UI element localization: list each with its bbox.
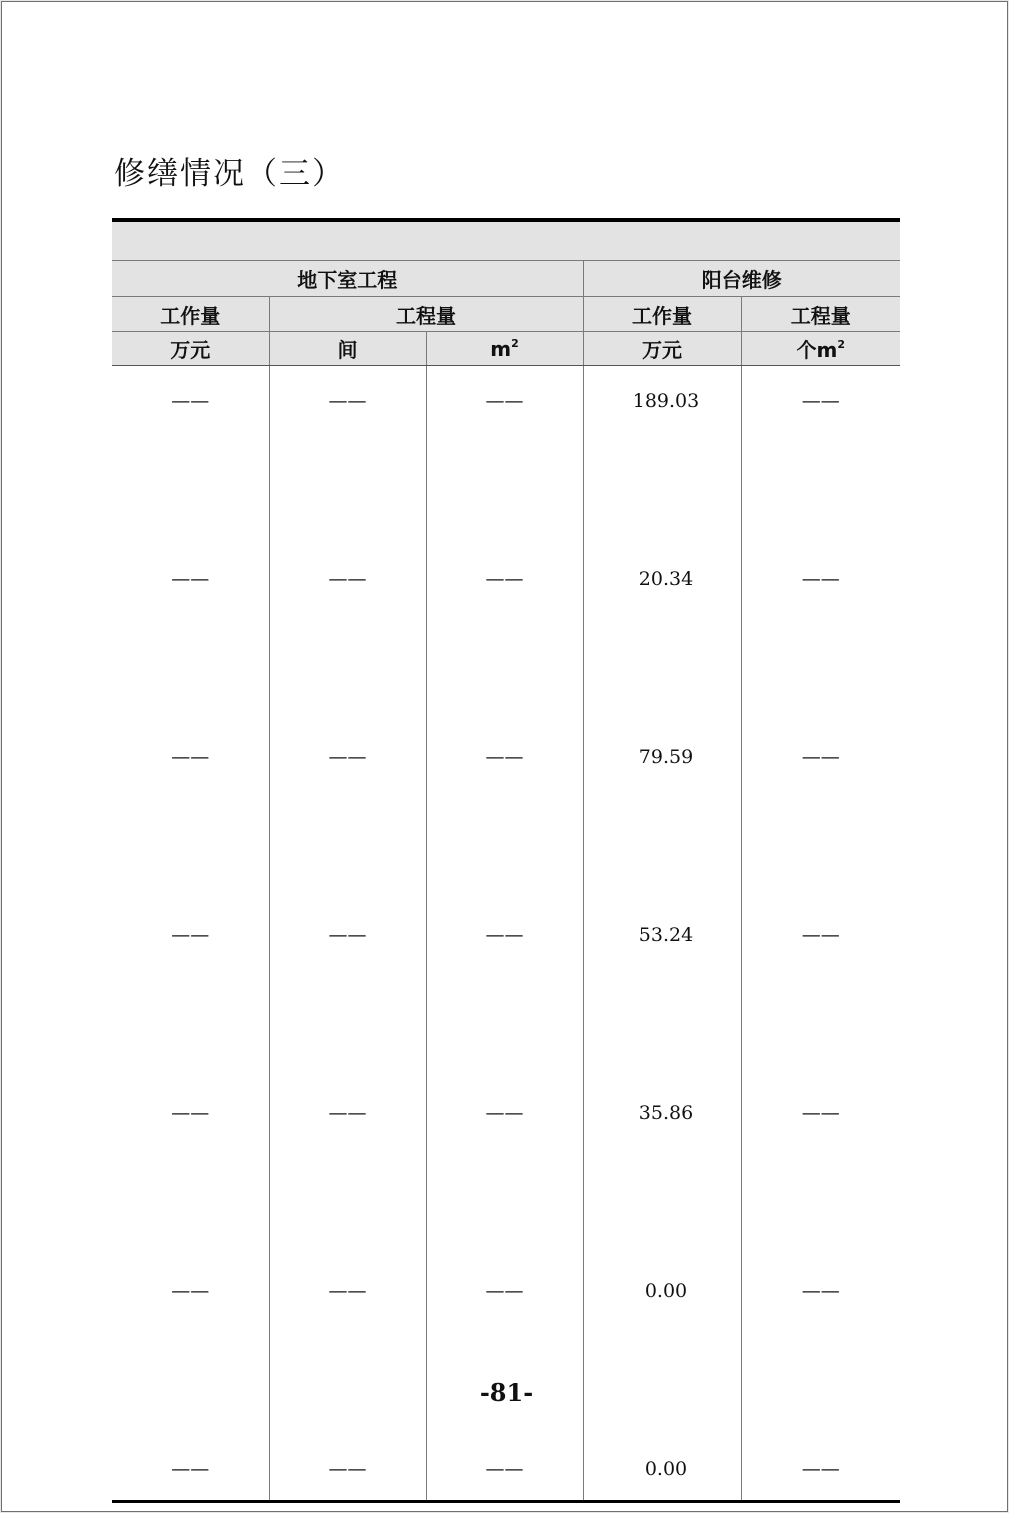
unit-superscript: 2 <box>837 338 845 351</box>
cell-basement-workload: —— <box>112 900 269 1078</box>
unit-base-text: 个m <box>796 338 838 362</box>
cell-balcony-workload: 0.00 <box>583 1434 741 1502</box>
cell-balcony-workload: 189.03 <box>583 366 741 545</box>
cell-balcony-quantity: —— <box>741 1078 900 1256</box>
cell-balcony-quantity: —— <box>741 1434 900 1502</box>
cell-balcony-workload: 53.24 <box>583 900 741 1078</box>
cell-basement-workload: —— <box>112 1434 269 1502</box>
unit-basement-area <box>426 332 583 366</box>
cell-basement-workload: —— <box>112 1256 269 1434</box>
cell-balcony-quantity: —— <box>741 544 900 722</box>
cell-basement-rooms: —— <box>269 366 426 545</box>
page-number: -81- <box>479 1378 534 1407</box>
cell-balcony-workload: 79.59 <box>583 722 741 900</box>
header-basement-workload: 工作量 <box>112 297 269 332</box>
cell-basement-workload: —— <box>112 544 269 722</box>
unit-base-text: m <box>490 336 512 361</box>
header-balcony-repair: 阳台维修 <box>583 261 900 297</box>
table-row <box>112 1078 900 1256</box>
page-title: 修缮情况（三） <box>114 156 345 192</box>
unit-balcony-workload: 万元 <box>583 332 741 366</box>
table-header-sub-row <box>112 297 900 332</box>
unit-superscript: 2 <box>511 336 519 350</box>
header-basement-works: 地下室工程 <box>112 261 583 297</box>
cell-basement-rooms: —— <box>269 1256 426 1434</box>
cell-balcony-workload: 20.34 <box>583 544 741 722</box>
cell-basement-area: —— <box>426 1434 583 1502</box>
table-header-group-row <box>112 261 900 297</box>
cell-basement-rooms: —— <box>269 900 426 1078</box>
cell-basement-workload: —— <box>112 366 269 545</box>
cell-balcony-quantity: —— <box>741 722 900 900</box>
blank-header-cell <box>112 220 900 261</box>
cell-basement-area: —— <box>426 900 583 1078</box>
cell-basement-area: —— <box>426 544 583 722</box>
table-row <box>112 1434 900 1502</box>
header-balcony-workload: 工作量 <box>583 297 741 332</box>
cell-basement-workload: —— <box>112 1078 269 1256</box>
cell-basement-rooms: —— <box>269 544 426 722</box>
cell-balcony-workload: 0.00 <box>583 1256 741 1434</box>
document-page <box>1 1 1008 1512</box>
cell-basement-rooms: —— <box>269 1078 426 1256</box>
cell-basement-area: —— <box>426 1078 583 1256</box>
cell-balcony-quantity: —— <box>741 366 900 545</box>
table-row <box>112 1256 900 1434</box>
header-basement-quantity: 工程量 <box>269 297 583 332</box>
cell-basement-rooms: —— <box>269 722 426 900</box>
table-row <box>112 900 900 1078</box>
cell-balcony-quantity: —— <box>741 1256 900 1434</box>
cell-basement-workload: —— <box>112 722 269 900</box>
cell-basement-area: —— <box>426 1256 583 1434</box>
table-row <box>112 544 900 722</box>
table-header-unit-row <box>112 332 900 366</box>
cell-basement-area: —— <box>426 366 583 545</box>
cell-basement-rooms: —— <box>269 1434 426 1502</box>
header-balcony-quantity: 工程量 <box>741 297 900 332</box>
table-header-blank-row <box>112 220 900 261</box>
cell-balcony-workload: 35.86 <box>583 1078 741 1256</box>
unit-basement-rooms: 间 <box>269 332 426 366</box>
table-row <box>112 366 900 545</box>
cell-basement-area: —— <box>426 722 583 900</box>
unit-basement-workload: 万元 <box>112 332 269 366</box>
cell-balcony-quantity: —— <box>741 900 900 1078</box>
unit-balcony-quantity <box>741 332 900 366</box>
table-row <box>112 722 900 900</box>
repair-statistics-table <box>112 218 900 1503</box>
